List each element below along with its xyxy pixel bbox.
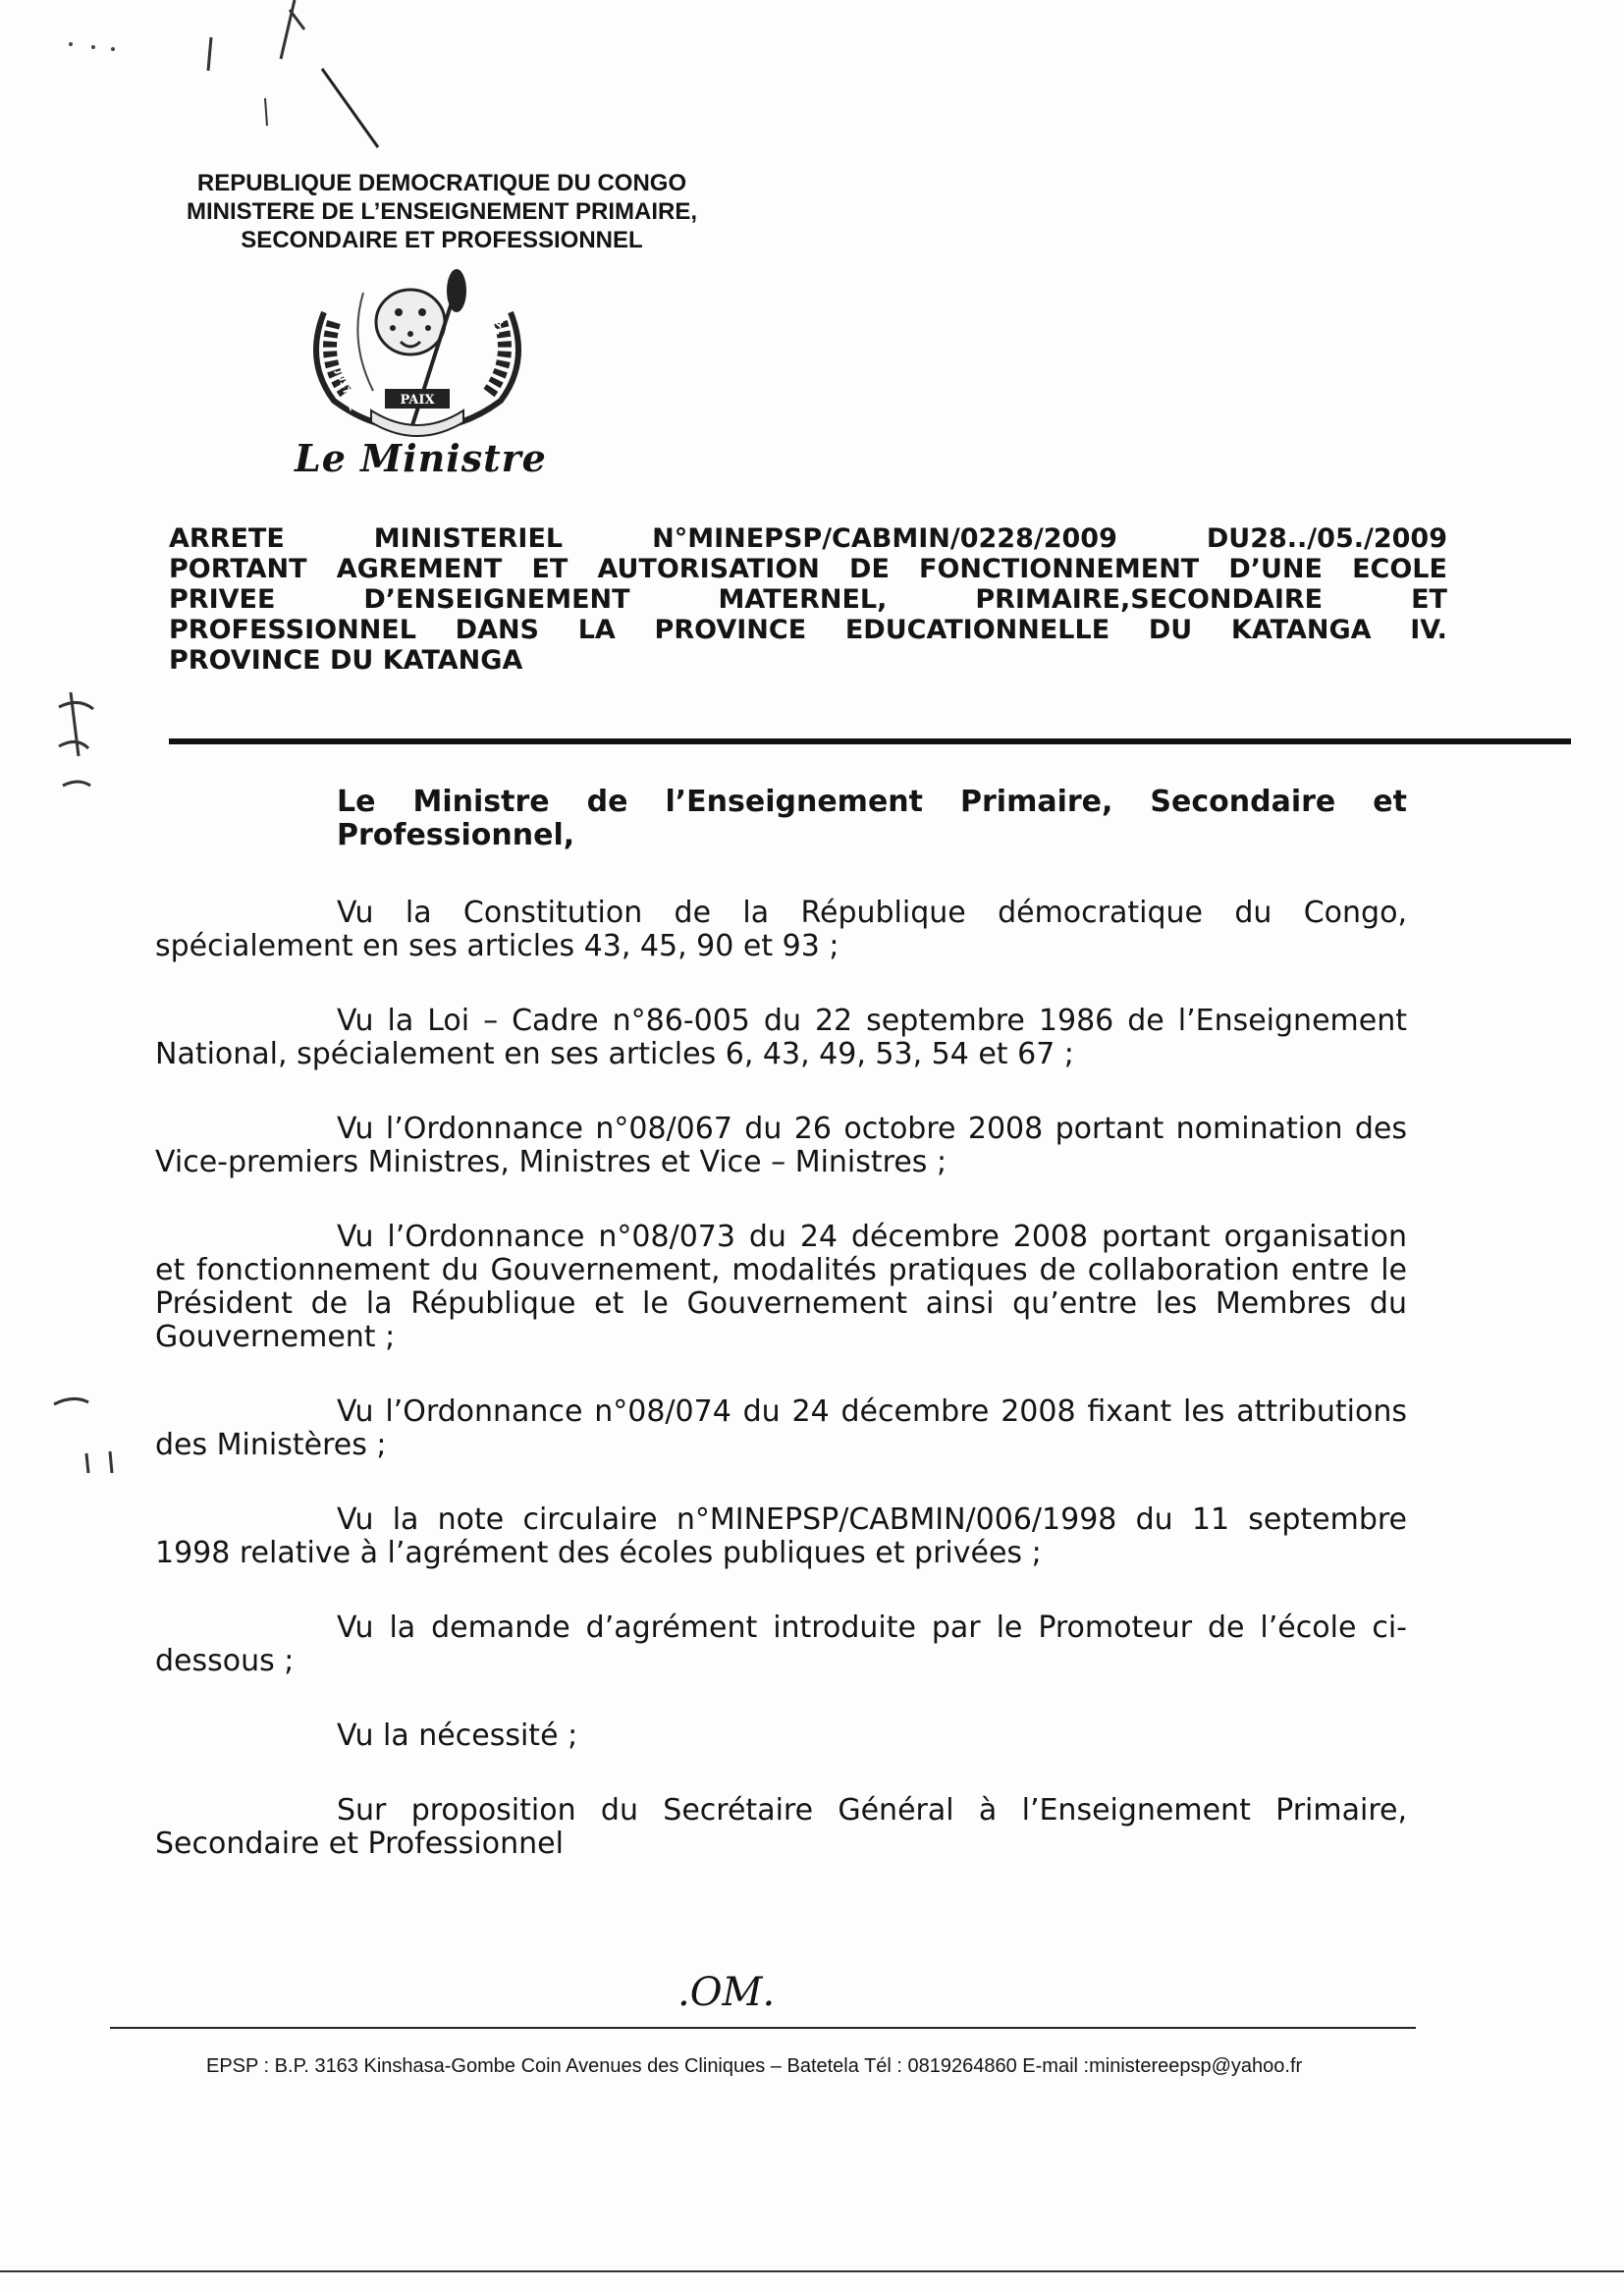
emblem-band-right: TRAVAIL <box>488 296 514 344</box>
title-divider <box>169 738 1571 744</box>
title-word: DANS <box>455 615 540 645</box>
title-word: AGREMENT <box>336 554 503 584</box>
title-word: DU <box>1148 615 1193 645</box>
considerant-paragraph: Vu la demande d’agrément introduite par le Promoteur de l’école ci-dessous ; <box>155 1610 1407 1678</box>
letterhead <box>147 169 736 254</box>
considerant-paragraph: Vu la nécessité ; <box>337 1719 578 1753</box>
title-word: ET <box>1411 584 1447 615</box>
title-word: AUTORISATION <box>597 554 820 584</box>
title-word: IV. <box>1410 615 1447 645</box>
title-word: PROFESSIONNEL <box>169 615 416 645</box>
considerant-paragraph: Vu l’Ordonnance n°08/067 du 26 octobre 2008 portant nomination des Vice-premiers Ministres, Ministres et Vice – Ministres ; <box>155 1112 1407 1179</box>
decree-title-line-1 <box>169 523 1447 554</box>
title-word: ET <box>531 554 568 584</box>
title-word: PRIVEE <box>169 584 276 615</box>
title-word: PORTANT <box>169 554 307 584</box>
scan-edge-line <box>0 2270 1624 2272</box>
title-word: LA <box>577 615 616 645</box>
title-word: PRIMAIRE,SECONDAIRE <box>975 584 1324 615</box>
title-word: ECOLE <box>1352 554 1447 584</box>
title-word: PROVINCE <box>654 615 807 645</box>
footer-divider <box>110 2027 1416 2029</box>
decree-title-line-3 <box>169 584 1447 615</box>
considerant-paragraph: Sur proposition du Secrétaire Général à l’Enseignement Primaire, Secondaire et Professionnel <box>155 1793 1407 1861</box>
decree-title-line-5: PROVINCE DU KATANGA <box>169 645 523 676</box>
decree-title-line-4 <box>169 615 1447 645</box>
considerant-paragraph: Vu la note circulaire n°MINEPSP/CABMIN/006/1998 du 11 septembre 1998 relative à l’agrément des écoles publiques et privées ; <box>155 1502 1407 1570</box>
decree-body <box>155 786 1407 1902</box>
emblem-band-center: PAIX <box>400 393 435 408</box>
title-word: D’ENSEIGNEMENT <box>363 584 630 615</box>
minister-heading: Le Ministre de l’Enseignement Primaire, Secondaire et Professionnel, <box>337 785 1407 852</box>
letterhead-ministry-cont: SECONDAIRE ET PROFESSIONNEL <box>241 227 643 253</box>
title-word: EDUCATIONNELLE <box>844 615 1110 645</box>
decree-title-line-2 <box>169 554 1447 584</box>
title-word: KATANGA <box>1230 615 1372 645</box>
minister-title: Le Ministre <box>295 436 547 480</box>
decree-number: N°MINEPSP/CABMIN/0228/2009 <box>652 523 1117 554</box>
coat-of-arms-emblem <box>295 263 540 450</box>
title-word: DE <box>849 554 890 584</box>
handwritten-initials: .OM. <box>677 1970 776 2015</box>
considerant-paragraph: Vu l’Ordonnance n°08/074 du 24 décembre 2008 fixant les attributions des Ministères ; <box>155 1394 1407 1462</box>
footer-contact: EPSP : B.P. 3163 Kinshasa-Gombe Coin Avenues des Cliniques – Batetela Tél : 0819264860 E-mail :ministereepsp@yahoo.fr <box>206 2055 1303 2077</box>
considerant-paragraph: Vu la Loi – Cadre n°86-005 du 22 septembre 1986 de l’Enseignement National, spécialement en ses articles 6, 43, 49, 53, 54 et 67 ; <box>155 1004 1407 1071</box>
decree-title <box>169 523 1447 676</box>
title-word: MATERNEL, <box>718 584 888 615</box>
letterhead-ministry: MINISTERE DE L’ENSEIGNEMENT PRIMAIRE, <box>186 198 698 225</box>
title-word: ARRETE <box>169 523 285 554</box>
considerant-paragraph: Vu la Constitution de la République démocratique du Congo, spécialement en ses articles 43, 45, 90 et 93 ; <box>155 896 1407 963</box>
emblem-band-left: JUSTICE <box>333 368 358 413</box>
considerant-paragraph: Vu l’Ordonnance n°08/073 du 24 décembre 2008 portant organisation et fonctionnement du Gouvernement, modalités pratiques de collaboration entre le Président de la République et le Gouvernement ainsi qu’entre les Membres du Gouvernement ; <box>155 1220 1407 1354</box>
title-word: FONCTIONNEMENT <box>919 554 1200 584</box>
title-word: D’UNE <box>1228 554 1323 584</box>
title-word: MINISTERIEL <box>373 523 564 554</box>
letterhead-country: REPUBLIQUE DEMOCRATIQUE DU CONGO <box>196 170 687 196</box>
decree-date: DU28../05./2009 <box>1206 523 1447 554</box>
